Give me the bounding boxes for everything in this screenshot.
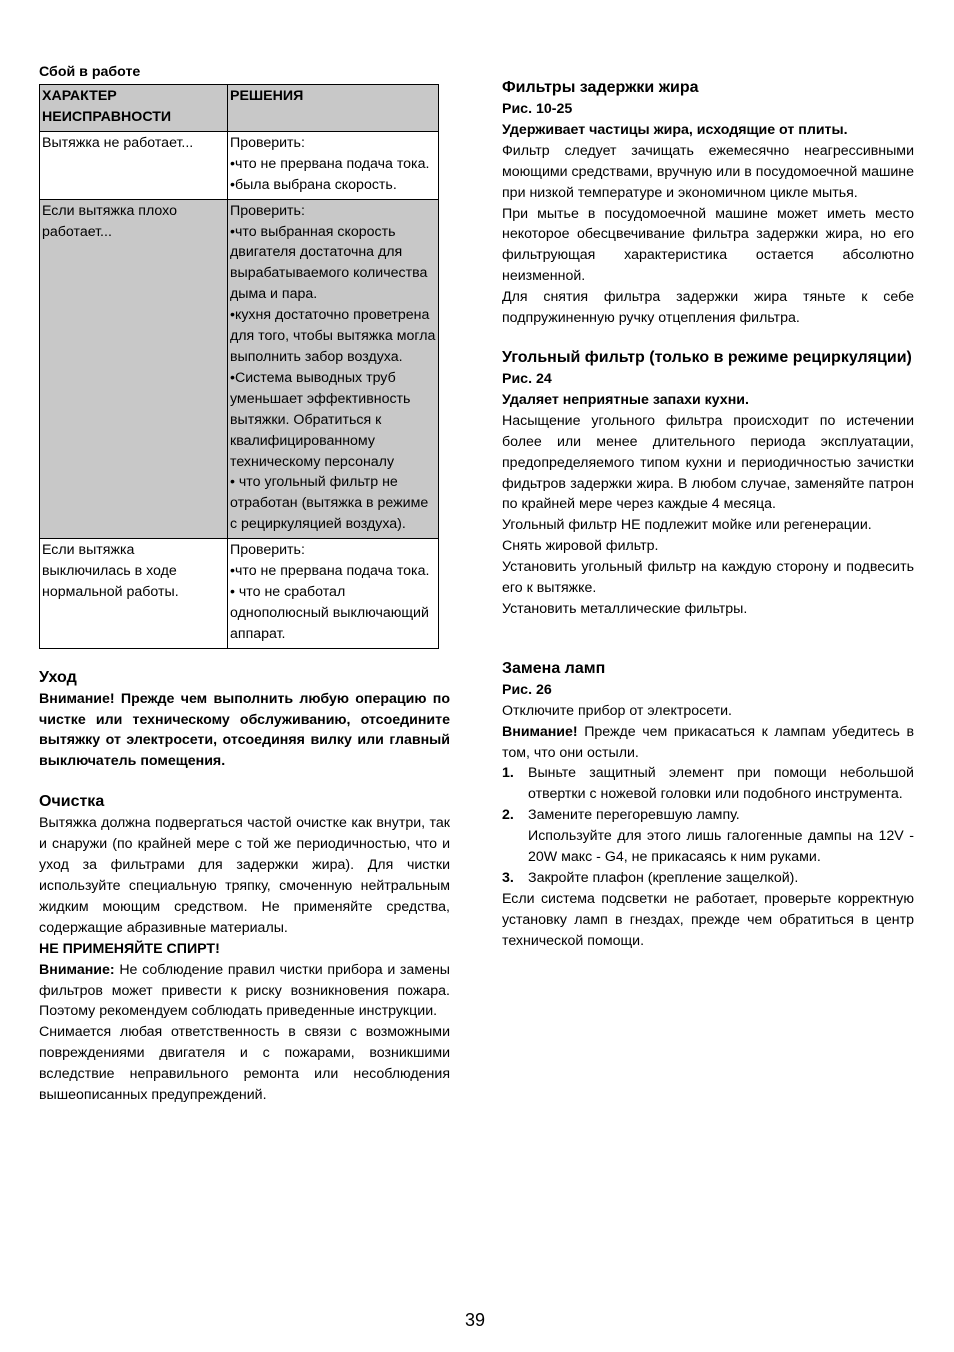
grease-filter-paragraph: Для снятия фильтра задержки жира тяньте к себе подпружиненную ручку отцепления фильтра. [502, 289, 914, 327]
solution-line: •была выбрана скорость. [230, 176, 397, 193]
list-item [502, 805, 914, 868]
warning-text: Не соблюдение правил чистки прибора и замены фильтров может привести к риску возникновения пожара. Поэтому рекомендуем соблюдать приведенные инструкции. [39, 961, 450, 1020]
solution-line: • что угольный фильтр не отработан (вытяжка в режиме с рециркуляцией воздуха). [230, 474, 429, 533]
lamps-paragraph: Если система подсветки не работает, проверьте корректную установку ламп в гнездах, прежде чем обратиться в центр технической помощи. [502, 890, 914, 949]
liability-paragraph: Снимается любая ответственность в связи с возможными повреждениями двигателя и с пожарами, возникшими вследствие неправильного ремонта или несоблюдения вышеописанных предупреждений. [39, 1024, 450, 1104]
table-caption: Сбой в работе [39, 64, 141, 80]
carbon-filter-heading: Угольный фильтр (только в режиме рециркуляции) [502, 348, 912, 366]
step-line: Закройте плафон (крепление защелкой). [528, 870, 799, 886]
step-text [528, 868, 914, 889]
carbon-filter-paragraph: Установить металлические фильтры. [502, 600, 748, 617]
lamps-heading: Замена ламп [502, 659, 606, 677]
lamps-fig: Рис. 26 [502, 681, 552, 698]
table-row [40, 199, 439, 539]
warning-label: Внимание: [39, 961, 115, 978]
lamps-warning [502, 722, 914, 764]
right-column [502, 76, 914, 952]
grease-filter-subtitle: Удерживает частицы жира, исходящие от плиты. [502, 121, 848, 138]
left-column [39, 62, 450, 1106]
solution-line: Проверить: [230, 202, 305, 219]
table-row [40, 539, 439, 649]
grease-filter-heading: Фильтры задержки жира [502, 79, 699, 96]
cleaning-warning [39, 960, 450, 1023]
solution-line: • что не сработал однополюсный выключающий аппарат. [230, 583, 429, 642]
column-header-solution: РЕШЕНИЯ [228, 84, 439, 131]
no-alcohol-warning: НЕ ПРИМЕНЯЙТЕ СПИРТ! [39, 940, 220, 957]
carbon-filter-paragraph: Насыщение угольного фильтра происходит по истечении более или менее длительного периода эксплуатации, предопределяемого типом кухни и периодичностью зачистки фидьтров задержки жира. В любом случае, заменяйте патрон по крайней мере через каждые 4 месяца. [502, 412, 914, 513]
carbon-filter-paragraph: Угольный фильтр НЕ подлежит мойке или регенерации. [502, 517, 872, 534]
table-row [40, 131, 439, 199]
care-heading: Уход [39, 668, 77, 686]
list-item [502, 763, 914, 805]
solution-line: •Система выводных труб уменьшает эффективность вытяжки. Обратиться к квалифицированному техническому персоналу [230, 369, 411, 470]
carbon-filter-paragraph: Снять жировой фильтр. [502, 538, 659, 555]
page-number: 39 [465, 1310, 486, 1330]
cleaning-heading: Очистка [39, 793, 105, 811]
problem-cell: Если вытяжка плохо работает... [40, 199, 228, 539]
grease-filter-paragraph: При мытье в посудомоечной машине может иметь место некоторое обесцвечивание фильтра задержки жира, но его фильтрующая характеристика остается абсолютно неизменной. [502, 205, 914, 285]
solution-line: •что выбранная скорость двигателя достаточна для вырабатываемого количества дыма и пара. [230, 223, 428, 303]
step-line: Используйте для этого лишь галогенные дампы на 12V - 20W макс - G4, не прикасаясь к ним руками. [528, 828, 914, 866]
solution-cell [228, 131, 439, 199]
warning-label: Внимание! [502, 723, 578, 740]
step-line: Выньте защитный элемент при помощи небольшой отвертки с ножевой головки или подобного инструмента. [528, 765, 914, 803]
warning-text: Прежде чем прикасаться к лампам убедитесь в том, что они остыли. [502, 723, 914, 761]
carbon-filter-paragraph: Установить угольный фильтр на каждую сторону и подвесить его к вытяжке. [502, 559, 914, 597]
step-text [528, 763, 914, 805]
lamps-steps [502, 763, 914, 888]
solution-line: •что не прервана подача тока. [230, 563, 430, 580]
lamps-paragraph: Отключите прибор от электросети. [502, 702, 732, 719]
table-header-row [40, 84, 439, 131]
solution-line: Проверить: [230, 134, 305, 151]
solution-cell [228, 199, 439, 539]
step-text [528, 805, 914, 868]
carbon-filter-subtitle: Удаляет неприятные запахи кухни. [502, 391, 749, 408]
problem-cell: Если вытяжка выключилась в ходе нормальной работы. [40, 539, 228, 649]
column-header-problem: ХАРАКТЕР НЕИСПРАВНОСТИ [40, 84, 228, 131]
step-number: 3. [502, 870, 514, 886]
solution-line: Проверить: [230, 542, 305, 559]
list-item [502, 868, 914, 889]
step-line: Замените перегоревшую лампу. [528, 807, 740, 824]
care-warning: Внимание! Прежде чем выполнить любую операцию по чистке или техническому обслуживанию, отсоедините вытяжку от электросети, отсоединяя вилку или главный выключатель помещения. [39, 690, 450, 770]
step-number: 2. [502, 807, 514, 824]
grease-filter-paragraph: Фильтр следует зачищать ежемесячно неагрессивными моющими средствами, вручную или в посудомоечной машине при низкой температуре и экономичном цикле мытья. [502, 142, 914, 201]
problem-cell: Вытяжка не работает... [40, 131, 228, 199]
troubleshooting-table [39, 84, 439, 649]
carbon-filter-fig: Рис. 24 [502, 370, 552, 387]
grease-filter-fig: Рис. 10-25 [502, 101, 573, 117]
step-number: 1. [502, 765, 514, 782]
cleaning-paragraph: Вытяжка должна подвергаться частой очистке как внутри, так и снаружи (по крайней мере с той же периодичностью, что и уход за фильтрами для задержки жира). Для чистки используйте специальную тряпку, смоченную нейтральным жидким моющим средством. Не применяйте средства, содержащие абразивные материалы. [39, 815, 450, 936]
solution-line: •что не прервана подача тока. [230, 155, 430, 172]
solution-cell [228, 539, 439, 649]
solution-line: •кухня достаточно проветрена для того, чтобы вытяжка могла выполнить забор воздуха. [230, 307, 436, 365]
